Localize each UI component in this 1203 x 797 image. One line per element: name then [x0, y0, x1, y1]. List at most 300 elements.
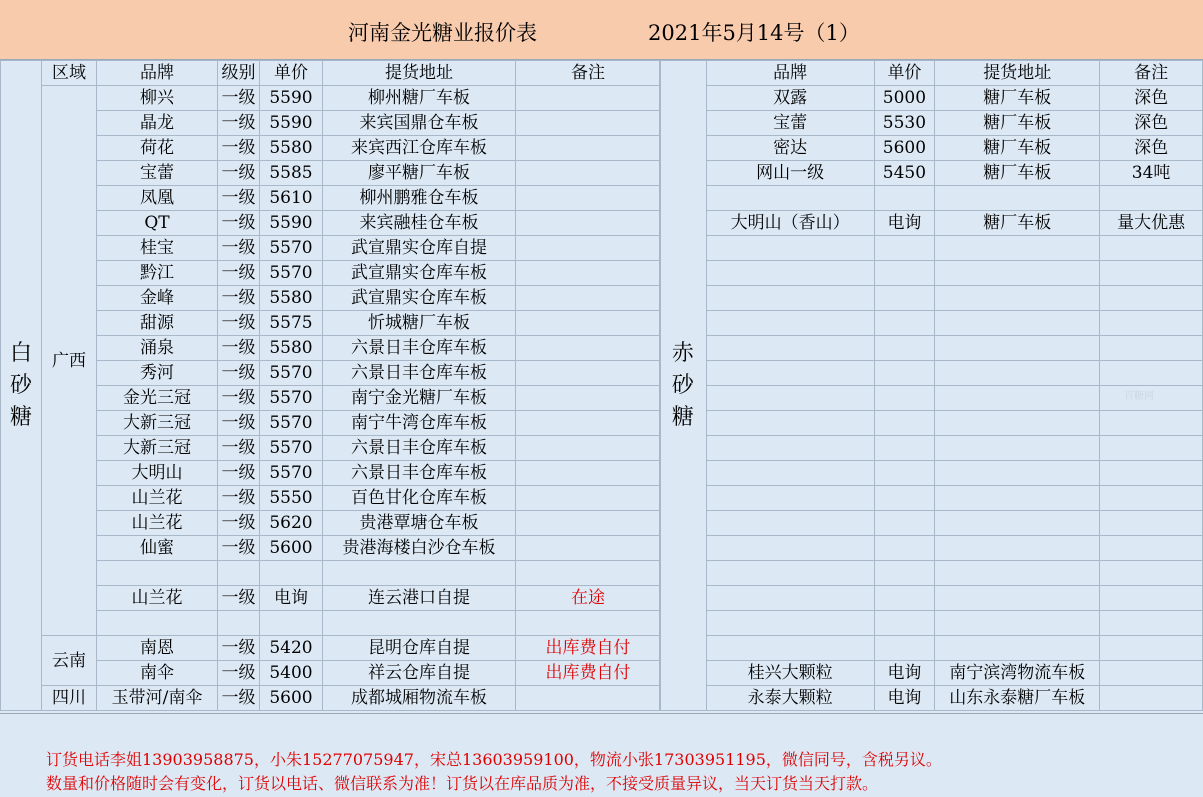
remark-cell [516, 561, 661, 586]
brand-cell [706, 411, 874, 436]
pickup-address-cell: 百色甘化仓库车板 [323, 486, 516, 511]
table-row [1, 236, 661, 261]
price-cell: 电询 [260, 586, 323, 611]
brand-cell: 大新三冠 [97, 411, 218, 436]
price-cell [874, 636, 935, 661]
order-contact-note: 订货电话李姐13903958875，小朱15277075947，宋总13603959100，物流小张17303951195，微信同号，含税另议。 [46, 750, 942, 769]
brand-cell: 山兰花 [97, 511, 218, 536]
grade-cell: 一级 [218, 161, 260, 186]
price-cell [874, 486, 935, 511]
table-row [1, 361, 661, 386]
table-row [660, 436, 1203, 461]
price-cell [874, 536, 935, 561]
remark-cell [516, 336, 661, 361]
pickup-address-cell [935, 536, 1100, 561]
pickup-address-cell: 贵港覃塘仓车板 [323, 511, 516, 536]
brand-cell: 大新三冠 [97, 436, 218, 461]
pickup-address-cell [935, 411, 1100, 436]
price-cell [874, 561, 935, 586]
page-title: 河南金光糖业报价表 [348, 21, 537, 45]
remark-cell [1100, 411, 1203, 436]
header-row [1, 61, 661, 86]
price-cell: 5570 [260, 361, 323, 386]
pickup-address-cell [323, 611, 516, 636]
price-cell: 5585 [260, 161, 323, 186]
pickup-address-cell [935, 436, 1100, 461]
brand-cell: 仙蜜 [97, 536, 218, 561]
price-cell: 电询 [874, 211, 935, 236]
price-cell: 5600 [260, 686, 323, 711]
price-cell [874, 511, 935, 536]
table-row [1, 686, 661, 711]
brand-cell [706, 286, 874, 311]
remark-cell [1100, 311, 1203, 336]
table-row [660, 561, 1203, 586]
price-cell: 5000 [874, 86, 935, 111]
region-cell: 四川 [42, 686, 97, 711]
region-cell: 广西 [42, 86, 97, 636]
pickup-address-cell: 忻城糖厂车板 [323, 311, 516, 336]
table-row [660, 311, 1203, 336]
pickup-address-cell: 六景日丰仓库车板 [323, 361, 516, 386]
remark-cell [516, 686, 661, 711]
price-cell: 5610 [260, 186, 323, 211]
table-row [1, 511, 661, 536]
grade-cell [218, 611, 260, 636]
remark-cell [1100, 336, 1203, 361]
brand-cell [706, 511, 874, 536]
price-cell [874, 436, 935, 461]
grade-cell: 一级 [218, 411, 260, 436]
table-row [1, 561, 661, 586]
brand-cell: 大明山 [97, 461, 218, 486]
brand-cell [706, 186, 874, 211]
pickup-address-cell: 连云港口自提 [323, 586, 516, 611]
table-row [660, 236, 1203, 261]
remark-cell [516, 261, 661, 286]
grade-cell: 一级 [218, 236, 260, 261]
remark-cell [1100, 636, 1203, 661]
pickup-address-cell [935, 261, 1100, 286]
brand-cell [706, 586, 874, 611]
remark-cell [1100, 586, 1203, 611]
price-cell: 5590 [260, 86, 323, 111]
pickup-address-cell: 六景日丰仓库车板 [323, 436, 516, 461]
table-row [660, 186, 1203, 211]
brand-cell [706, 361, 874, 386]
remark-cell: 深色 [1100, 136, 1203, 161]
column-header: 单价 [260, 61, 323, 86]
remark-cell [1100, 661, 1203, 686]
table-bottom-rule [0, 713, 1203, 714]
pickup-address-cell [935, 611, 1100, 636]
table-row [1, 386, 661, 411]
price-cell: 5570 [260, 261, 323, 286]
table-row [1, 486, 661, 511]
pickup-address-cell: 南宁金光糖厂车板 [323, 386, 516, 411]
table-row [660, 486, 1203, 511]
price-cell: 5590 [260, 211, 323, 236]
table-row [660, 636, 1203, 661]
pickup-address-cell: 柳州糖厂车板 [323, 86, 516, 111]
brand-cell: 密达 [706, 136, 874, 161]
table-row [660, 686, 1203, 711]
remark-cell [516, 136, 661, 161]
grade-cell: 一级 [218, 661, 260, 686]
price-cell: 5600 [260, 536, 323, 561]
grade-cell: 一级 [218, 586, 260, 611]
pickup-address-cell: 糖厂车板 [935, 111, 1100, 136]
grade-cell: 一级 [218, 511, 260, 536]
price-cell [260, 611, 323, 636]
remark-cell [1100, 686, 1203, 711]
price-cell: 5420 [260, 636, 323, 661]
price-cell: 5620 [260, 511, 323, 536]
remark-cell: 深色 [1100, 111, 1203, 136]
table-row [660, 136, 1203, 161]
remark-cell [516, 361, 661, 386]
remark-cell [516, 211, 661, 236]
table-row [1, 636, 661, 661]
table-row [660, 611, 1203, 636]
price-cell [874, 286, 935, 311]
pickup-address-cell [935, 586, 1100, 611]
price-cell [874, 236, 935, 261]
brand-cell [706, 436, 874, 461]
brand-cell: 宝蕾 [97, 161, 218, 186]
brand-cell [97, 561, 218, 586]
pickup-address-cell: 糖厂车板 [935, 211, 1100, 236]
table-row [660, 286, 1203, 311]
table-row [1, 336, 661, 361]
remark-cell [516, 186, 661, 211]
pickup-address-cell: 糖厂车板 [935, 136, 1100, 161]
remark-cell [1100, 611, 1203, 636]
remark-cell [516, 436, 661, 461]
pickup-address-cell [935, 561, 1100, 586]
table-row [660, 386, 1203, 411]
table-row [660, 461, 1203, 486]
pickup-address-cell: 祥云仓库自提 [323, 661, 516, 686]
region-cell: 云南 [42, 636, 97, 686]
remark-cell [1100, 236, 1203, 261]
brand-cell: 荷花 [97, 136, 218, 161]
pickup-address-cell: 糖厂车板 [935, 161, 1100, 186]
table-row [660, 536, 1203, 561]
brand-cell: 宝蕾 [706, 111, 874, 136]
brand-cell [706, 336, 874, 361]
table-row [1, 211, 661, 236]
pickup-address-cell [935, 486, 1100, 511]
remark-cell [516, 86, 661, 111]
grade-cell: 一级 [218, 461, 260, 486]
category-label-red-sugar: 赤 砂 糖 [660, 61, 707, 711]
pickup-address-cell [935, 311, 1100, 336]
pickup-address-cell: 柳州鹏雅仓车板 [323, 186, 516, 211]
order-terms-note: 数量和价格随时会有变化，订货以电话、微信联系为准！订货以在库品质为准，不接受质量异议，当天订货当天打款。 [46, 774, 879, 793]
price-cell [874, 361, 935, 386]
table-row [1, 261, 661, 286]
remark-cell [516, 611, 661, 636]
pickup-address-cell: 武宣鼎实仓库车板 [323, 261, 516, 286]
table-row [1, 611, 661, 636]
brand-cell: 双露 [706, 86, 874, 111]
brand-cell: 涌泉 [97, 336, 218, 361]
grade-cell: 一级 [218, 261, 260, 286]
price-cell [874, 411, 935, 436]
remark-cell [516, 161, 661, 186]
remark-cell [1100, 486, 1203, 511]
remark-cell [516, 111, 661, 136]
grade-cell: 一级 [218, 361, 260, 386]
brand-cell [706, 536, 874, 561]
grade-cell: 一级 [218, 186, 260, 211]
column-header: 提货地址 [935, 61, 1100, 86]
pickup-address-cell: 来宾国鼎仓车板 [323, 111, 516, 136]
table-row [660, 261, 1203, 286]
brand-cell: QT [97, 211, 218, 236]
grade-cell: 一级 [218, 336, 260, 361]
brand-cell [706, 311, 874, 336]
table-row [1, 111, 661, 136]
column-header: 级别 [218, 61, 260, 86]
price-cell: 5580 [260, 336, 323, 361]
table-row [1, 136, 661, 161]
pickup-address-cell [935, 511, 1100, 536]
remark-cell [516, 236, 661, 261]
table-row [1, 86, 661, 111]
brand-cell: 永泰大颗粒 [706, 686, 874, 711]
remark-cell [1100, 361, 1203, 386]
brand-cell: 桂宝 [97, 236, 218, 261]
brand-cell: 金光三冠 [97, 386, 218, 411]
pickup-address-cell: 贵港海楼白沙仓车板 [323, 536, 516, 561]
pickup-address-cell: 南宁牛湾仓库车板 [323, 411, 516, 436]
price-cell: 5570 [260, 411, 323, 436]
price-cell: 5580 [260, 136, 323, 161]
pickup-address-cell [935, 286, 1100, 311]
remark-cell: 34吨 [1100, 161, 1203, 186]
column-header: 提货地址 [323, 61, 516, 86]
table-row [1, 536, 661, 561]
pickup-address-cell [935, 336, 1100, 361]
brand-cell: 南伞 [97, 661, 218, 686]
table-row [660, 211, 1203, 236]
pickup-address-cell: 昆明仓库自提 [323, 636, 516, 661]
price-cell: 5590 [260, 111, 323, 136]
grade-cell [218, 561, 260, 586]
brand-cell: 桂兴大颗粒 [706, 661, 874, 686]
pickup-address-cell: 山东永泰糖厂车板 [935, 686, 1100, 711]
remark-cell: 深色 [1100, 86, 1203, 111]
table-row [660, 361, 1203, 386]
brand-cell: 柳兴 [97, 86, 218, 111]
pickup-address-cell [935, 386, 1100, 411]
brand-cell: 甜源 [97, 311, 218, 336]
brand-cell [706, 611, 874, 636]
pickup-address-cell [935, 236, 1100, 261]
table-row [1, 161, 661, 186]
brand-cell: 黔江 [97, 261, 218, 286]
remark-cell [1100, 461, 1203, 486]
pickup-address-cell [935, 186, 1100, 211]
brand-cell [706, 486, 874, 511]
remark-cell [516, 411, 661, 436]
price-cell [874, 311, 935, 336]
price-cell: 5450 [874, 161, 935, 186]
grade-cell: 一级 [218, 686, 260, 711]
grade-cell: 一级 [218, 211, 260, 236]
brand-cell: 秀河 [97, 361, 218, 386]
price-cell: 电询 [874, 661, 935, 686]
remark-cell [1100, 261, 1203, 286]
price-cell [874, 336, 935, 361]
price-cell: 5570 [260, 236, 323, 261]
price-cell: 5570 [260, 436, 323, 461]
table-row [1, 586, 661, 611]
price-cell: 5600 [874, 136, 935, 161]
brand-cell [706, 636, 874, 661]
title-bar [0, 0, 1203, 60]
white-sugar-table [0, 60, 661, 711]
header-row [660, 61, 1203, 86]
brand-cell: 山兰花 [97, 486, 218, 511]
price-cell [874, 261, 935, 286]
column-header: 备注 [1100, 61, 1203, 86]
price-cell [260, 561, 323, 586]
grade-cell: 一级 [218, 486, 260, 511]
price-cell: 5570 [260, 386, 323, 411]
pickup-address-cell [935, 361, 1100, 386]
brand-cell: 玉带河/南伞 [97, 686, 218, 711]
remark-cell [516, 536, 661, 561]
price-cell [874, 186, 935, 211]
remark-cell [1100, 561, 1203, 586]
remark-cell: 出库费自付 [516, 636, 661, 661]
category-label-white-sugar: 白 砂 糖 [1, 61, 42, 711]
pickup-address-cell: 成都城厢物流车板 [323, 686, 516, 711]
brand-cell: 网山一级 [706, 161, 874, 186]
price-cell [874, 586, 935, 611]
table-row [1, 461, 661, 486]
grade-cell: 一级 [218, 636, 260, 661]
table-row [1, 186, 661, 211]
remark-cell [1100, 511, 1203, 536]
grade-cell: 一级 [218, 536, 260, 561]
brand-cell: 凤凰 [97, 186, 218, 211]
price-cell: 5580 [260, 286, 323, 311]
table-row [660, 86, 1203, 111]
watermark: 百糖网 [1124, 391, 1154, 402]
brand-cell [706, 386, 874, 411]
column-header: 单价 [874, 61, 935, 86]
pickup-address-cell [323, 561, 516, 586]
remark-cell [516, 461, 661, 486]
remark-cell [516, 386, 661, 411]
brand-cell: 金峰 [97, 286, 218, 311]
table-row [660, 586, 1203, 611]
grade-cell: 一级 [218, 111, 260, 136]
price-cell: 5575 [260, 311, 323, 336]
table-row [660, 661, 1203, 686]
pickup-address-cell: 六景日丰仓库车板 [323, 461, 516, 486]
remark-cell: 在途 [516, 586, 661, 611]
table-row [1, 311, 661, 336]
remark-cell [516, 286, 661, 311]
column-header: 区域 [42, 61, 97, 86]
brand-cell [706, 261, 874, 286]
price-cell: 电询 [874, 686, 935, 711]
brand-cell [706, 461, 874, 486]
brand-cell: 大明山（香山） [706, 211, 874, 236]
table-row [1, 411, 661, 436]
brand-cell: 山兰花 [97, 586, 218, 611]
brand-cell [706, 561, 874, 586]
brand-cell: 晶龙 [97, 111, 218, 136]
table-row [660, 411, 1203, 436]
table-row [660, 111, 1203, 136]
remark-cell [1100, 436, 1203, 461]
remark-cell: 出库费自付 [516, 661, 661, 686]
price-cell [874, 611, 935, 636]
pickup-address-cell [935, 461, 1100, 486]
brand-cell [706, 236, 874, 261]
table-row [1, 661, 661, 686]
price-cell [874, 461, 935, 486]
price-cell: 5570 [260, 461, 323, 486]
remark-cell [516, 486, 661, 511]
pickup-address-cell: 糖厂车板 [935, 86, 1100, 111]
table-row [660, 511, 1203, 536]
column-header: 品牌 [97, 61, 218, 86]
grade-cell: 一级 [218, 436, 260, 461]
price-cell: 5550 [260, 486, 323, 511]
column-header: 品牌 [706, 61, 874, 86]
grade-cell: 一级 [218, 86, 260, 111]
pickup-address-cell [935, 636, 1100, 661]
pickup-address-cell: 六景日丰仓库车板 [323, 336, 516, 361]
grade-cell: 一级 [218, 286, 260, 311]
pickup-address-cell: 廖平糖厂车板 [323, 161, 516, 186]
remark-cell: 量大优惠 [1100, 211, 1203, 236]
brand-cell [97, 611, 218, 636]
remark-cell [1100, 186, 1203, 211]
table-row [660, 161, 1203, 186]
brand-cell: 南恩 [97, 636, 218, 661]
pickup-address-cell: 来宾融桂仓车板 [323, 211, 516, 236]
remark-cell [516, 311, 661, 336]
price-cell: 5400 [260, 661, 323, 686]
pickup-address-cell: 武宣鼎实仓库自提 [323, 236, 516, 261]
pickup-address-cell: 南宁滨湾物流车板 [935, 661, 1100, 686]
remark-cell [516, 511, 661, 536]
column-header: 备注 [516, 61, 661, 86]
price-cell: 5530 [874, 111, 935, 136]
quote-date: 2021年5月14号（1） [648, 21, 860, 45]
remark-cell [1100, 536, 1203, 561]
table-row [1, 436, 661, 461]
pickup-address-cell: 武宣鼎实仓库车板 [323, 286, 516, 311]
grade-cell: 一级 [218, 386, 260, 411]
red-sugar-table [659, 60, 1203, 711]
pickup-address-cell: 来宾西江仓库车板 [323, 136, 516, 161]
table-row [1, 286, 661, 311]
remark-cell [1100, 286, 1203, 311]
grade-cell: 一级 [218, 136, 260, 161]
table-row [660, 336, 1203, 361]
grade-cell: 一级 [218, 311, 260, 336]
price-cell [874, 386, 935, 411]
